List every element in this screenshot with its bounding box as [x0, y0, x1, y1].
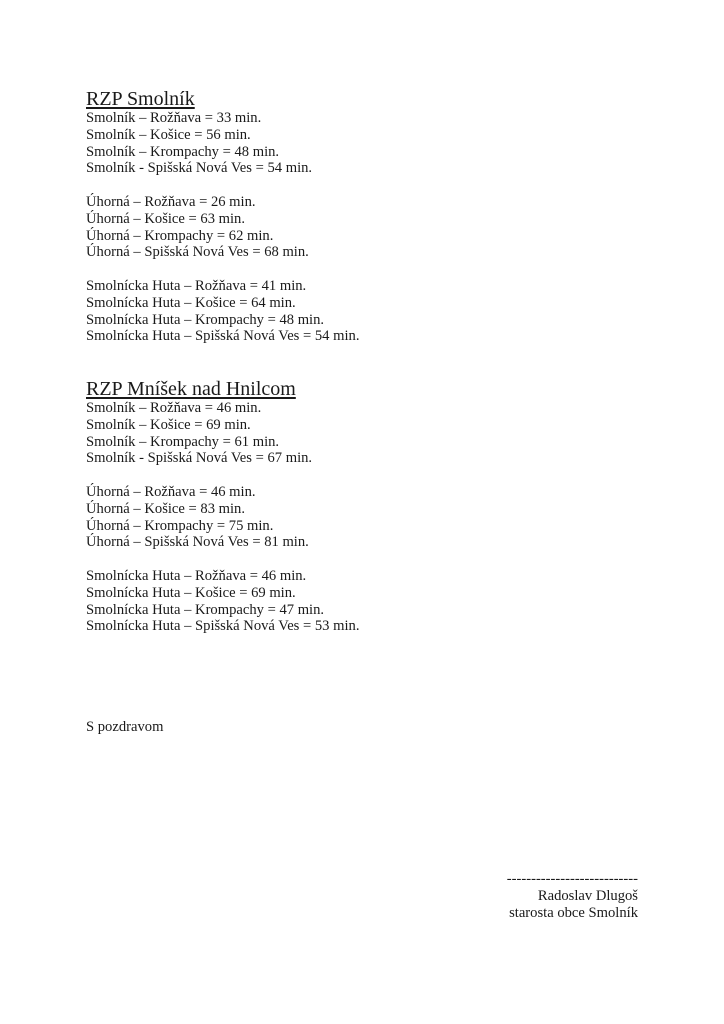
route-line: Úhorná – Rožňava = 46 min.	[86, 483, 256, 500]
route-group	[86, 484, 359, 551]
route-line: Smolník - Spišská Nová Ves = 54 min.	[86, 160, 313, 177]
signature-line: ---------------------------	[506, 871, 638, 887]
route-line: Smolnícka Huta – Spišská Nová Ves = 54 min.	[86, 328, 360, 345]
route-line: Úhorná – Košice = 83 min.	[86, 500, 246, 517]
signer-title: starosta obce Smolník	[509, 905, 638, 921]
route-line: Smolnícka Huta – Rožňava = 41 min.	[86, 277, 307, 294]
route-line: Úhorná – Krompachy = 62 min.	[86, 227, 274, 244]
closing-greeting: S pozdravom	[86, 719, 164, 735]
section-rzp-mnisek	[86, 378, 359, 635]
route-line: Smolník – Rožňava = 33 min.	[86, 110, 262, 126]
section-rzp-smolnik	[86, 88, 359, 345]
signer-name: Radoslav Dlugoš	[537, 888, 638, 904]
route-group	[86, 400, 359, 467]
route-line: Smolnícka Huta – Košice = 64 min.	[86, 294, 296, 311]
route-group	[86, 278, 359, 345]
route-line: Úhorná – Krompachy = 75 min.	[86, 517, 274, 534]
route-line: Smolník – Košice = 56 min.	[86, 126, 251, 143]
route-line: Smolnícka Huta – Krompachy = 48 min.	[86, 311, 325, 328]
route-line: Smolník - Spišská Nová Ves = 67 min.	[86, 450, 313, 467]
section-heading: RZP Smolník	[86, 88, 195, 110]
route-line: Smolník – Rožňava = 46 min.	[86, 400, 262, 416]
route-line: Smolník – Krompachy = 48 min.	[86, 143, 280, 160]
route-group	[86, 194, 359, 261]
route-line: Úhorná – Rožňava = 26 min.	[86, 193, 256, 210]
route-line: Smolnícka Huta – Košice = 69 min.	[86, 584, 296, 601]
route-line: Smolník – Krompachy = 61 min.	[86, 433, 280, 450]
route-line: Úhorná – Spišská Nová Ves = 81 min.	[86, 534, 309, 551]
route-line: Úhorná – Košice = 63 min.	[86, 210, 246, 227]
route-line: Smolnícka Huta – Spišská Nová Ves = 53 min.	[86, 618, 360, 635]
route-group	[86, 568, 359, 635]
section-heading: RZP Mníšek nad Hnilcom	[86, 378, 296, 400]
route-group	[86, 110, 359, 177]
route-line: Smolnícka Huta – Krompachy = 47 min.	[86, 601, 325, 618]
route-line: Smolnícka Huta – Rožňava = 46 min.	[86, 567, 307, 584]
route-line: Úhorná – Spišská Nová Ves = 68 min.	[86, 244, 309, 261]
signature-block	[507, 871, 638, 922]
route-line: Smolník – Košice = 69 min.	[86, 416, 251, 433]
